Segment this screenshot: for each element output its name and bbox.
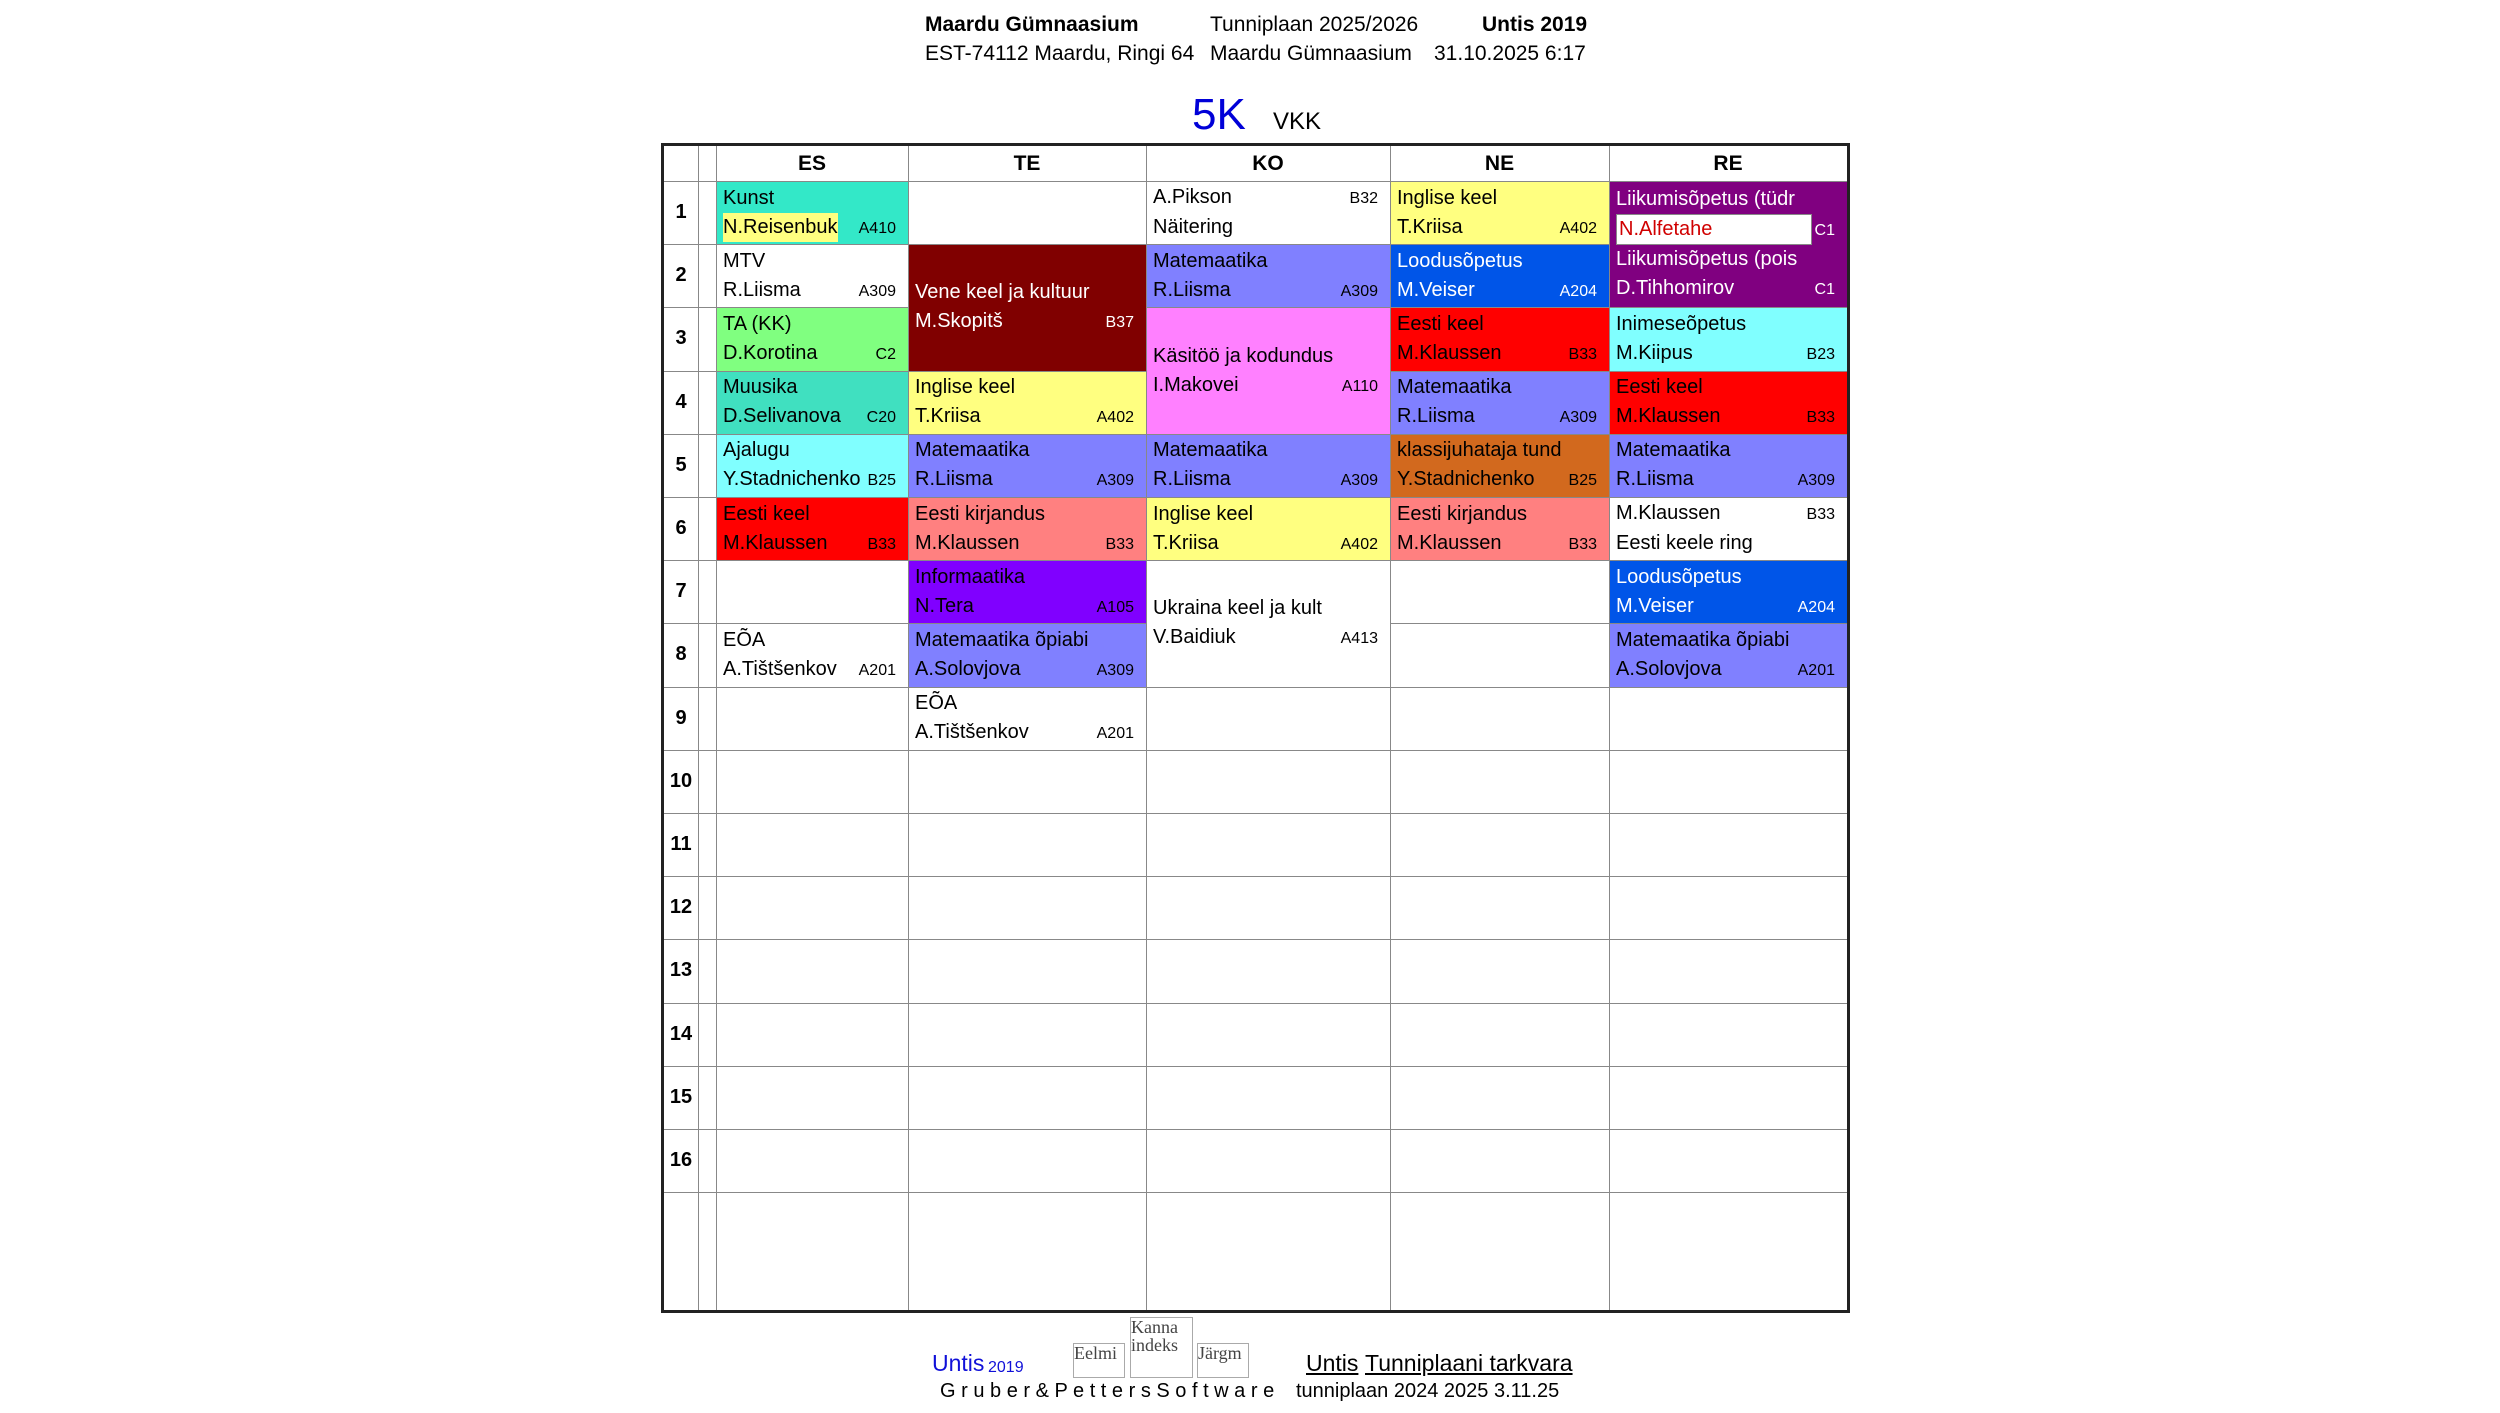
lesson-subject bbox=[915, 689, 1140, 718]
lesson-subject-text: Eesti keele ring bbox=[1616, 532, 1753, 555]
period-number: 1 bbox=[675, 201, 687, 223]
lesson-teacher-line bbox=[723, 339, 902, 369]
lesson-room: C1 bbox=[1814, 222, 1835, 240]
grid-row-divider bbox=[664, 939, 1847, 940]
footer-meta: tunniplaan 2024 2025 3.11.25 bbox=[1296, 1380, 1560, 1402]
lesson-room: B25 bbox=[1568, 472, 1597, 490]
lesson-subject-text: Ajalugu bbox=[723, 439, 790, 462]
lesson-room: B33 bbox=[1806, 506, 1835, 524]
lesson-teacher: M.Klaussen bbox=[1616, 405, 1721, 428]
lesson-room: A201 bbox=[1797, 661, 1835, 679]
class-title: 5K bbox=[1192, 90, 1246, 139]
footer-untis-year: 2019 bbox=[988, 1359, 1024, 1376]
lesson-teacher-line bbox=[1397, 529, 1603, 559]
export-timestamp: 31.10.2025 6:17 bbox=[1434, 42, 1586, 65]
lesson-subject bbox=[1616, 563, 1841, 592]
lesson-teacher-line bbox=[1616, 402, 1841, 432]
period-number: 9 bbox=[675, 706, 687, 729]
lesson-cell[interactable] bbox=[1609, 560, 1848, 624]
lesson-teacher-line bbox=[723, 465, 902, 495]
lesson-room: A110 bbox=[1341, 377, 1378, 395]
lesson-subject-text: Eesti keel bbox=[723, 502, 810, 525]
lesson-teacher-line bbox=[1616, 214, 1841, 245]
lesson-subject-text: Loodusõpetus bbox=[1397, 249, 1523, 272]
lesson-cell[interactable] bbox=[1390, 434, 1610, 498]
grid-row-divider bbox=[664, 1003, 1847, 1004]
lesson-cell[interactable] bbox=[908, 560, 1147, 624]
lesson-cell[interactable] bbox=[716, 244, 909, 308]
lesson-subject bbox=[1153, 594, 1384, 623]
lesson-subject bbox=[723, 500, 902, 529]
lesson-teacher: I.Makovei bbox=[1153, 373, 1239, 396]
lesson-cell[interactable] bbox=[1146, 560, 1391, 687]
lesson-room: B33 bbox=[1806, 409, 1835, 427]
lesson-teacher: Y.Stadnichenko bbox=[723, 468, 861, 491]
lesson-cell[interactable] bbox=[1390, 307, 1610, 371]
lesson-subject bbox=[915, 278, 1140, 307]
lesson-subject bbox=[915, 436, 1140, 465]
lesson-teacher-line bbox=[915, 655, 1140, 685]
lesson-teacher: M.Klaussen bbox=[723, 531, 828, 554]
lesson-teacher: M.Klaussen bbox=[915, 531, 1020, 554]
grid-row-divider bbox=[664, 750, 1847, 751]
lesson-subject bbox=[723, 310, 902, 339]
period-number: 12 bbox=[669, 896, 693, 919]
lesson-teacher-line bbox=[915, 718, 1140, 748]
lesson-cell[interactable] bbox=[1146, 497, 1391, 561]
lesson-subject-text: Eesti kirjandus bbox=[1397, 502, 1528, 525]
lesson-subject bbox=[723, 184, 902, 213]
next-page-image[interactable]: Järgm bbox=[1197, 1343, 1249, 1378]
lesson-teacher-line bbox=[1397, 339, 1603, 369]
lesson-teacher-line bbox=[915, 402, 1140, 432]
lesson-subject-text: Näitering bbox=[1153, 216, 1234, 239]
lesson-subject-text: EÕA bbox=[915, 692, 958, 715]
lesson-subject-text: Matemaatika bbox=[1153, 249, 1268, 272]
lesson-cell[interactable] bbox=[908, 371, 1147, 435]
lesson-subject-text: Inglise keel bbox=[1153, 502, 1254, 525]
lesson-cell[interactable] bbox=[1609, 307, 1848, 371]
timetable-software-link[interactable]: Tunniplaani tarkvara bbox=[1365, 1350, 1573, 1376]
lesson-room: A309 bbox=[1340, 472, 1378, 490]
grid-row-divider bbox=[664, 813, 1847, 814]
footer bbox=[0, 1317, 2500, 1410]
lesson-teacher-line bbox=[1153, 371, 1384, 401]
lesson-teacher-line bbox=[1153, 276, 1384, 306]
lesson-teacher-line bbox=[723, 213, 902, 243]
day-header-ko: KO bbox=[1252, 152, 1284, 175]
lesson-teacher: M.Skopitš bbox=[915, 310, 1003, 333]
period-number: 3 bbox=[675, 327, 687, 350]
lesson-subject-text: klassijuhataja tund bbox=[1397, 439, 1562, 462]
lesson-subject bbox=[915, 500, 1140, 529]
plan-title: Tunniplaan 2025/2026 bbox=[1210, 13, 1419, 36]
lesson-room: A309 bbox=[858, 282, 896, 300]
school-name-secondary: Maardu Gümnaasium bbox=[1210, 42, 1412, 65]
lesson-cell[interactable] bbox=[1390, 497, 1610, 561]
lesson-subject-text: Ukraina keel ja kult bbox=[1153, 597, 1322, 620]
lesson-room: B32 bbox=[1349, 190, 1378, 208]
lesson-subject bbox=[1153, 213, 1384, 242]
lesson-subject bbox=[1153, 342, 1384, 371]
lesson-cell[interactable] bbox=[716, 371, 909, 435]
lesson-teacher: D.Selivanova bbox=[723, 405, 841, 428]
lesson-subject-text: Inglise keel bbox=[1397, 186, 1498, 209]
lesson-subject bbox=[1397, 500, 1603, 529]
school-name: Maardu Gümnaasium bbox=[925, 13, 1139, 36]
lesson-cell[interactable] bbox=[1146, 434, 1391, 498]
grid-row-divider bbox=[664, 876, 1847, 877]
lesson-cell[interactable] bbox=[716, 434, 909, 498]
lesson-teacher: N.Alfetahe bbox=[1616, 214, 1812, 245]
lesson-subject bbox=[1616, 185, 1841, 214]
lesson-subject-text: Vene keel ja kultuur bbox=[915, 281, 1090, 304]
grid-row-divider bbox=[664, 1192, 1847, 1193]
lesson-teacher: A.Pikson bbox=[1153, 186, 1232, 209]
lesson-room: A410 bbox=[858, 219, 896, 237]
lesson-cell[interactable] bbox=[1146, 307, 1391, 434]
lesson-teacher-line bbox=[1397, 213, 1603, 243]
lesson-cell[interactable] bbox=[716, 497, 909, 561]
lesson-subject-text: Matemaatika bbox=[1397, 376, 1512, 399]
lesson-subject bbox=[1616, 626, 1841, 655]
lesson-teacher-line bbox=[1397, 402, 1603, 432]
untis-link[interactable]: Untis bbox=[1306, 1350, 1359, 1376]
lesson-subject bbox=[1397, 310, 1603, 339]
period-number: 7 bbox=[675, 580, 687, 603]
period-number: 2 bbox=[675, 264, 687, 287]
lesson-subject bbox=[1616, 436, 1841, 465]
lesson-subject bbox=[1153, 436, 1384, 465]
grid-column-divider bbox=[698, 146, 699, 1310]
lesson-teacher-line bbox=[1153, 183, 1384, 213]
lesson-subject bbox=[1616, 373, 1841, 402]
lesson-subject-text: TA (KK) bbox=[723, 312, 792, 335]
period-number: 4 bbox=[675, 390, 687, 413]
footer-untis-label: Untis bbox=[932, 1350, 985, 1376]
lesson-room: B25 bbox=[867, 472, 896, 490]
lesson-teacher: R.Liisma bbox=[1153, 468, 1231, 491]
lesson-cell[interactable] bbox=[716, 307, 909, 371]
lesson-room: A309 bbox=[1096, 661, 1134, 679]
lesson-subject-text: Liikumisõpetus (tüdr bbox=[1616, 188, 1795, 211]
lesson-subject bbox=[1153, 500, 1384, 529]
lesson-subject-text: Eesti kirjandus bbox=[915, 502, 1046, 525]
lesson-teacher-line bbox=[1153, 529, 1384, 559]
lesson-teacher: N.Reisenbuk bbox=[723, 213, 838, 242]
previous-page-image[interactable]: Eelmi bbox=[1073, 1343, 1125, 1378]
lesson-teacher-line bbox=[915, 307, 1140, 337]
lesson-cell[interactable] bbox=[1146, 181, 1391, 245]
lesson-room: A309 bbox=[1797, 472, 1835, 490]
timetable-grid bbox=[661, 143, 1850, 1313]
lesson-subject bbox=[723, 436, 902, 465]
day-header-re: RE bbox=[1713, 152, 1743, 175]
lesson-subject-text: Inglise keel bbox=[915, 376, 1016, 399]
lesson-subject bbox=[1616, 529, 1841, 558]
lesson-teacher: R.Liisma bbox=[1153, 278, 1231, 301]
lesson-teacher-line bbox=[1616, 655, 1841, 685]
lesson-cell[interactable] bbox=[1609, 497, 1848, 561]
lesson-room: A201 bbox=[1096, 725, 1134, 743]
lesson-room: A402 bbox=[1340, 535, 1378, 553]
lesson-teacher: T.Kriisa bbox=[1397, 215, 1463, 238]
lesson-room: B33 bbox=[1568, 535, 1597, 553]
lesson-teacher: T.Kriisa bbox=[1153, 531, 1219, 554]
lesson-cell[interactable] bbox=[1390, 371, 1610, 435]
class-teacher: VKK bbox=[1273, 108, 1322, 135]
lesson-subject-text: Informaatika bbox=[915, 565, 1026, 588]
lesson-room: B23 bbox=[1806, 345, 1835, 363]
lesson-cell[interactable] bbox=[716, 181, 909, 245]
lesson-cell[interactable] bbox=[716, 623, 909, 687]
lesson-room: A413 bbox=[1340, 630, 1378, 648]
lesson-subject-text: Inimeseõpetus bbox=[1616, 312, 1747, 335]
lesson-teacher: R.Liisma bbox=[1616, 468, 1694, 491]
class-index-image[interactable]: Kanna indeks bbox=[1130, 1317, 1193, 1378]
lesson-teacher: M.Klaussen bbox=[1397, 531, 1502, 554]
lesson-subject-text: Matemaatika bbox=[1153, 439, 1268, 462]
lesson-cell[interactable] bbox=[1146, 244, 1391, 308]
lesson-room: A204 bbox=[1559, 282, 1597, 300]
lesson-teacher-line bbox=[723, 402, 902, 432]
lesson-subject bbox=[1397, 436, 1603, 465]
lesson-subject-text: Matemaatika õpiabi bbox=[1616, 628, 1790, 651]
lesson-room: A309 bbox=[1096, 472, 1134, 490]
grid-row-divider bbox=[664, 1129, 1847, 1130]
lesson-room: C2 bbox=[875, 345, 896, 363]
lesson-subject bbox=[915, 626, 1140, 655]
lesson-room: B33 bbox=[867, 535, 896, 553]
lesson-room: A105 bbox=[1096, 598, 1134, 616]
lesson-teacher: N.Tera bbox=[915, 594, 974, 617]
lesson-teacher: D.Tihhomirov bbox=[1616, 277, 1735, 300]
lesson-teacher: V.Baidiuk bbox=[1153, 626, 1236, 649]
lesson-teacher: Y.Stadnichenko bbox=[1397, 468, 1535, 491]
lesson-teacher: M.Kiipus bbox=[1616, 341, 1693, 364]
period-number: 14 bbox=[669, 1022, 693, 1045]
lesson-teacher: A.Tištšenkov bbox=[723, 657, 837, 680]
lesson-cell[interactable] bbox=[908, 497, 1147, 561]
day-header-te: TE bbox=[1013, 152, 1041, 175]
lesson-subject bbox=[1397, 247, 1603, 276]
lesson-teacher-line bbox=[1616, 499, 1841, 529]
period-number: 5 bbox=[675, 453, 687, 476]
lesson-teacher-line bbox=[723, 655, 902, 685]
lesson-teacher: R.Liisma bbox=[1397, 405, 1475, 428]
lesson-subject-text: Kunst bbox=[723, 186, 775, 209]
lesson-subject bbox=[723, 626, 902, 655]
lesson-subject-text: Käsitöö ja kodundus bbox=[1153, 344, 1334, 367]
lesson-subject bbox=[1616, 245, 1841, 274]
lesson-teacher: A.Solovjova bbox=[1616, 657, 1722, 680]
lesson-teacher: M.Klaussen bbox=[1397, 341, 1502, 364]
lesson-cell[interactable] bbox=[1609, 623, 1848, 687]
lesson-teacher: R.Liisma bbox=[915, 468, 993, 491]
lesson-teacher-line bbox=[1616, 339, 1841, 369]
school-address: EST-74112 Maardu, Ringi 64 bbox=[925, 42, 1195, 65]
lesson-room: A309 bbox=[1340, 282, 1378, 300]
lesson-subject bbox=[915, 563, 1140, 592]
lesson-cell[interactable] bbox=[908, 687, 1147, 751]
lesson-subject-text: EÕA bbox=[723, 628, 766, 651]
lesson-teacher-line bbox=[1616, 592, 1841, 622]
lesson-teacher-line bbox=[1153, 465, 1384, 495]
lesson-teacher: A.Solovjova bbox=[915, 657, 1021, 680]
lesson-room: A309 bbox=[1559, 409, 1597, 427]
period-number: 15 bbox=[669, 1085, 693, 1108]
lesson-teacher-line bbox=[1153, 623, 1384, 653]
lesson-subject-text: Liikumisõpetus (pois bbox=[1616, 248, 1798, 271]
lesson-cell[interactable] bbox=[908, 434, 1147, 498]
lesson-teacher: A.Tištšenkov bbox=[915, 721, 1029, 744]
lesson-subject-text: Matemaatika bbox=[915, 439, 1030, 462]
lesson-teacher: M.Veiser bbox=[1397, 278, 1475, 301]
lesson-subject-text: Matemaatika õpiabi bbox=[915, 628, 1089, 651]
day-header-es: ES bbox=[797, 152, 826, 175]
lesson-cell[interactable] bbox=[908, 623, 1147, 687]
lesson-teacher-line bbox=[1616, 465, 1841, 495]
lesson-teacher: R.Liisma bbox=[723, 278, 801, 301]
lesson-subject bbox=[1397, 184, 1603, 213]
period-number: 8 bbox=[675, 643, 687, 666]
lesson-room: A204 bbox=[1797, 598, 1835, 616]
software-version: Untis 2019 bbox=[1482, 13, 1588, 36]
lesson-subject bbox=[1616, 310, 1841, 339]
lesson-teacher: D.Korotina bbox=[723, 341, 818, 364]
lesson-teacher-line bbox=[1616, 274, 1841, 304]
lesson-subject-text: Muusika bbox=[723, 376, 798, 399]
company-name: G r u b e r & P e t t e r s S o f t w a r e bbox=[940, 1380, 1275, 1402]
lesson-room: C20 bbox=[866, 409, 896, 427]
period-number: 13 bbox=[669, 959, 693, 982]
lesson-teacher: M.Veiser bbox=[1616, 594, 1694, 617]
day-header-ne: NE bbox=[1484, 152, 1515, 175]
lesson-cell[interactable] bbox=[1609, 371, 1848, 435]
lesson-subject bbox=[1153, 247, 1384, 276]
lesson-subject bbox=[1397, 373, 1603, 402]
lesson-room: B33 bbox=[1568, 345, 1597, 363]
lesson-subject-text: MTV bbox=[723, 249, 766, 272]
lesson-subject-text: Eesti keel bbox=[1397, 312, 1484, 335]
lesson-subject bbox=[723, 373, 902, 402]
lesson-subject-text: Loodusõpetus bbox=[1616, 565, 1742, 588]
period-number: 11 bbox=[670, 833, 692, 855]
period-number: 6 bbox=[675, 517, 687, 539]
grid-row-divider bbox=[664, 1066, 1847, 1067]
lesson-teacher: T.Kriisa bbox=[915, 405, 981, 428]
lesson-teacher-line bbox=[1397, 465, 1603, 495]
lesson-subject bbox=[723, 247, 902, 276]
lesson-cell[interactable] bbox=[1609, 434, 1848, 498]
lesson-room: B37 bbox=[1105, 314, 1134, 332]
lesson-teacher-line bbox=[723, 276, 902, 306]
lesson-cell[interactable] bbox=[1390, 181, 1610, 245]
lesson-cell[interactable] bbox=[908, 244, 1147, 371]
lesson-cell[interactable] bbox=[1609, 181, 1848, 308]
lesson-teacher-line bbox=[915, 465, 1140, 495]
lesson-subject-text: Eesti keel bbox=[1616, 376, 1703, 399]
period-number: 16 bbox=[669, 1149, 693, 1171]
lesson-subject-text: Matemaatika bbox=[1616, 439, 1731, 462]
lesson-cell[interactable] bbox=[1390, 244, 1610, 308]
lesson-teacher-line bbox=[1397, 276, 1603, 306]
lesson-room: A402 bbox=[1096, 409, 1134, 427]
lesson-room: A201 bbox=[858, 661, 896, 679]
lesson-teacher-line bbox=[915, 592, 1140, 622]
lesson-subject bbox=[915, 373, 1140, 402]
lesson-teacher: M.Klaussen bbox=[1616, 502, 1721, 525]
lesson-teacher-line bbox=[915, 529, 1140, 559]
lesson-room: B33 bbox=[1105, 535, 1134, 553]
period-number: 10 bbox=[669, 769, 693, 792]
lesson-teacher-line bbox=[723, 529, 902, 559]
lesson-room: C1 bbox=[1814, 281, 1835, 299]
lesson-room: A402 bbox=[1559, 219, 1597, 237]
